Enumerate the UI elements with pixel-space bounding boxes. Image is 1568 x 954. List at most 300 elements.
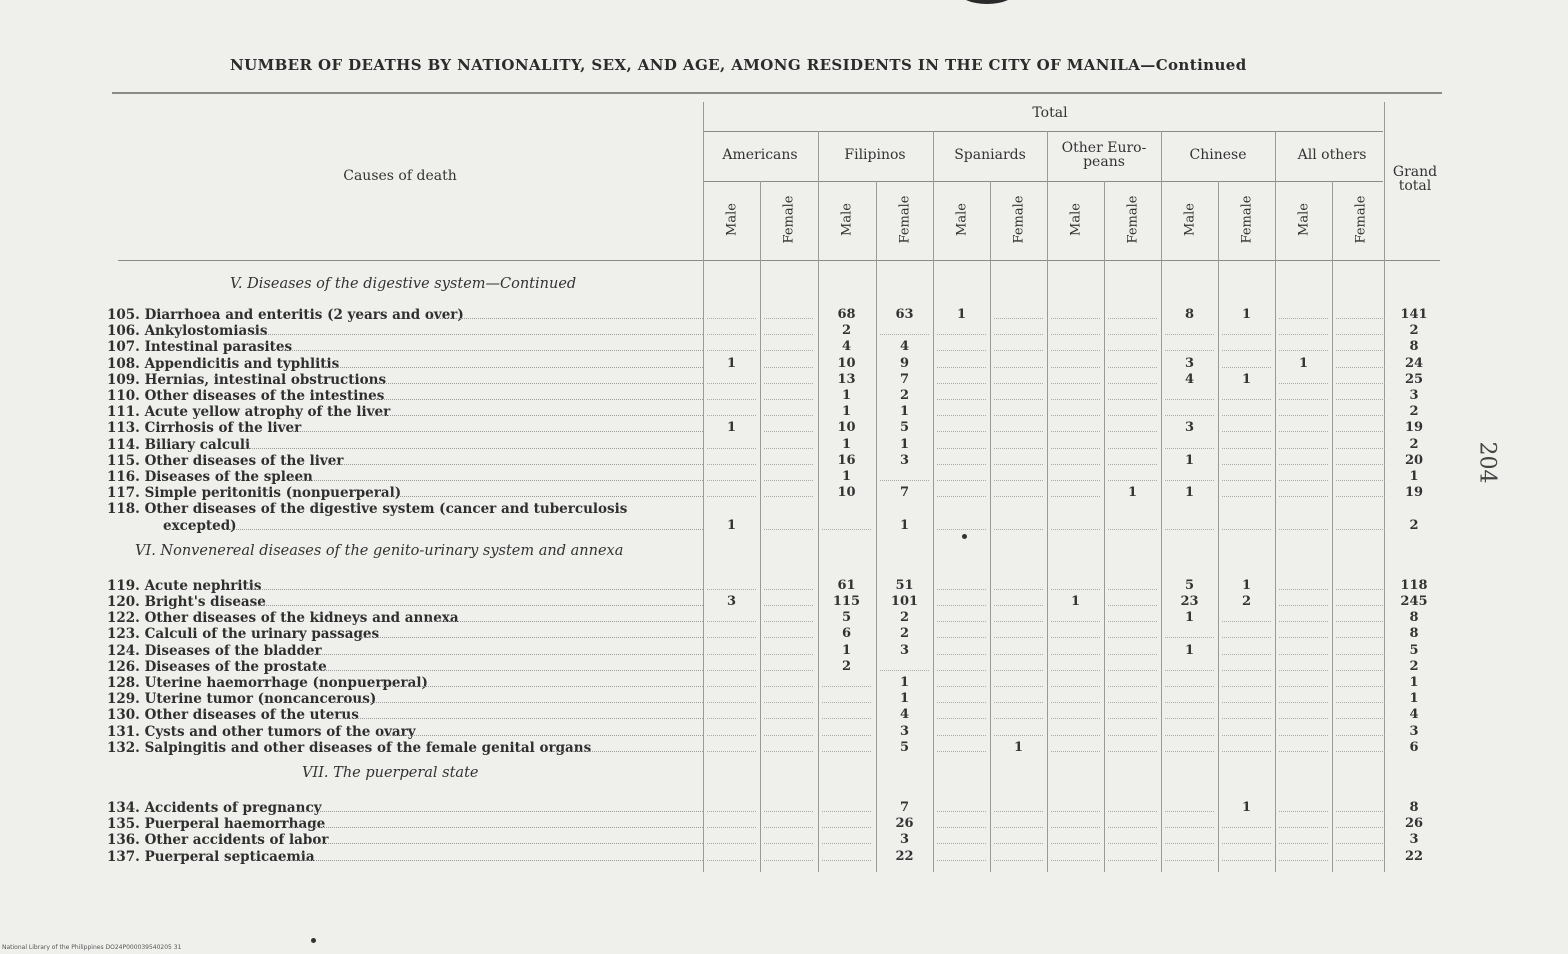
empty-cell-dots bbox=[994, 430, 1043, 432]
empty-cell-dots bbox=[1336, 685, 1385, 687]
grand-total-cell: 25 bbox=[1404, 371, 1424, 387]
empty-cell-dots bbox=[880, 333, 929, 335]
empty-cell-dots bbox=[764, 528, 813, 530]
leader-dots bbox=[245, 588, 703, 590]
table-row bbox=[107, 850, 1447, 866]
empty-cell-dots bbox=[1222, 463, 1271, 465]
data-cell: 1 bbox=[1184, 610, 1195, 626]
data-cell: 1 bbox=[1298, 355, 1309, 371]
empty-cell-dots bbox=[937, 653, 986, 655]
empty-cell-dots bbox=[1336, 620, 1385, 622]
section-heading: VI. Nonvenereal diseases of the genito-urinary system and annexa bbox=[135, 542, 624, 559]
empty-cell-dots bbox=[1165, 528, 1214, 530]
empty-cell-dots bbox=[937, 669, 986, 671]
empty-cell-dots bbox=[1222, 750, 1271, 752]
empty-cell-dots bbox=[994, 620, 1043, 622]
empty-cell-dots bbox=[1165, 859, 1214, 861]
leader-dots bbox=[286, 859, 703, 861]
empty-cell-dots bbox=[707, 382, 756, 384]
data-cell: 8 bbox=[1184, 307, 1195, 322]
cause-label: 124. Diseases of the bladder bbox=[107, 643, 322, 658]
speck bbox=[962, 534, 967, 539]
empty-cell-dots bbox=[1108, 382, 1157, 384]
empty-cell-dots bbox=[937, 479, 986, 481]
grand-total-cell: 24 bbox=[1404, 355, 1424, 371]
empty-cell-dots bbox=[822, 842, 871, 844]
empty-cell-dots bbox=[764, 479, 813, 481]
empty-cell-dots bbox=[1336, 333, 1385, 335]
empty-cell-dots bbox=[707, 636, 756, 638]
empty-cell-dots bbox=[994, 669, 1043, 671]
empty-cell-dots bbox=[764, 382, 813, 384]
empty-cell-dots bbox=[1051, 495, 1100, 497]
empty-cell-dots bbox=[707, 826, 756, 828]
empty-cell-dots bbox=[1108, 859, 1157, 861]
empty-cell-dots bbox=[937, 859, 986, 861]
empty-cell-dots bbox=[1336, 636, 1385, 638]
empty-cell-dots bbox=[1108, 734, 1157, 736]
table-row bbox=[107, 708, 1447, 724]
grand-total-cell: 6 bbox=[1409, 739, 1419, 755]
cause-label: 131. Cysts and other tumors of the ovary bbox=[107, 724, 416, 739]
cause-label: 129. Uterine tumor (noncancerous) bbox=[107, 692, 377, 707]
empty-cell-dots bbox=[1279, 463, 1328, 465]
leader-dots bbox=[293, 479, 703, 481]
empty-cell-dots bbox=[994, 463, 1043, 465]
table-row bbox=[107, 725, 1447, 741]
empty-cell-dots bbox=[1108, 528, 1157, 530]
empty-cell-dots bbox=[1336, 430, 1385, 432]
section-heading: VII. The puerperal state bbox=[302, 765, 479, 781]
grand-total-cell: 5 bbox=[1409, 642, 1419, 658]
table-row bbox=[107, 660, 1447, 676]
empty-cell-dots bbox=[764, 842, 813, 844]
empty-cell-dots bbox=[1051, 734, 1100, 736]
empty-cell-dots bbox=[764, 366, 813, 368]
data-cell: 1 bbox=[1127, 485, 1138, 501]
empty-cell-dots bbox=[1279, 653, 1328, 655]
group-header: Other Euro-peans bbox=[1061, 140, 1147, 170]
table-row bbox=[107, 357, 1447, 373]
empty-cell-dots bbox=[1336, 842, 1385, 844]
empty-cell-dots bbox=[1279, 333, 1328, 335]
empty-cell-dots bbox=[937, 430, 986, 432]
male-header: Male bbox=[954, 203, 969, 236]
empty-cell-dots bbox=[1279, 620, 1328, 622]
empty-cell-dots bbox=[822, 750, 871, 752]
empty-cell-dots bbox=[1165, 349, 1214, 351]
grand-total-cell: 8 bbox=[1409, 339, 1419, 355]
cause-label: 113. Cirrhosis of the liver bbox=[107, 421, 302, 436]
empty-cell-dots bbox=[1051, 636, 1100, 638]
data-cell: 7 bbox=[899, 485, 910, 501]
empty-cell-dots bbox=[937, 685, 986, 687]
empty-cell-dots bbox=[1051, 333, 1100, 335]
data-cell: 1 bbox=[726, 355, 737, 371]
empty-cell-dots bbox=[1279, 636, 1328, 638]
empty-cell-dots bbox=[994, 653, 1043, 655]
footer-stamp: National Library of the Philippines DO24P000039540205 31 bbox=[2, 944, 182, 951]
data-cell: 1 bbox=[1013, 739, 1024, 755]
leader-dots bbox=[307, 842, 703, 844]
data-cell: 4 bbox=[841, 339, 852, 355]
empty-cell-dots bbox=[1165, 826, 1214, 828]
grand-total-cell: 3 bbox=[1409, 832, 1419, 848]
top-rule bbox=[112, 92, 1442, 94]
empty-cell-dots bbox=[1051, 653, 1100, 655]
empty-cell-dots bbox=[707, 414, 756, 416]
empty-cell-dots bbox=[1051, 447, 1100, 449]
empty-cell-dots bbox=[1165, 734, 1214, 736]
empty-cell-dots bbox=[994, 717, 1043, 719]
empty-cell-dots bbox=[1051, 859, 1100, 861]
cause-label: 105. Diarrhoea and enteritis (2 years and over) bbox=[107, 308, 464, 322]
data-cell: 3 bbox=[726, 594, 737, 609]
leader-dots bbox=[328, 463, 703, 465]
empty-cell-dots bbox=[1222, 430, 1271, 432]
cause-label: 122. Other diseases of the kidneys and annexa bbox=[107, 611, 459, 626]
data-cell: 61 bbox=[837, 577, 856, 593]
empty-cell-dots bbox=[994, 447, 1043, 449]
empty-cell-dots bbox=[994, 366, 1043, 368]
grand-total-header: Grand total bbox=[1392, 164, 1438, 194]
page-number: 204 bbox=[1474, 441, 1500, 484]
empty-cell-dots bbox=[1336, 717, 1385, 719]
empty-cell-dots bbox=[707, 653, 756, 655]
empty-cell-dots bbox=[764, 810, 813, 812]
table-row bbox=[107, 801, 1447, 817]
empty-cell-dots bbox=[1108, 366, 1157, 368]
data-cell: 2 bbox=[1241, 594, 1252, 609]
empty-cell-dots bbox=[1165, 685, 1214, 687]
grand-total-cell: 118 bbox=[1400, 577, 1428, 593]
grand-total-cell: 2 bbox=[1409, 517, 1419, 533]
empty-cell-dots bbox=[1051, 349, 1100, 351]
data-cell: 3 bbox=[899, 642, 910, 658]
empty-cell-dots bbox=[994, 734, 1043, 736]
cause-label: 137. Puerperal septicaemia bbox=[107, 849, 315, 864]
empty-cell-dots bbox=[1279, 528, 1328, 530]
cause-label: 118. Other diseases of the digestive system (cancer and tuberculosis bbox=[107, 502, 628, 517]
data-cell: 1 bbox=[841, 469, 852, 484]
empty-cell-dots bbox=[822, 859, 871, 861]
cause-label: 111. Acute yellow atrophy of the liver bbox=[107, 405, 391, 420]
data-cell: 3 bbox=[1184, 355, 1195, 371]
grand-total-cell: 1 bbox=[1409, 469, 1419, 484]
leader-dots bbox=[355, 636, 703, 638]
grand-total-cell: 8 bbox=[1409, 626, 1419, 642]
empty-cell-dots bbox=[1336, 669, 1385, 671]
empty-cell-dots bbox=[764, 669, 813, 671]
cause-label: 134. Accidents of pregnancy bbox=[107, 801, 322, 815]
table-row bbox=[107, 833, 1447, 849]
leader-dots bbox=[335, 701, 703, 703]
empty-cell-dots bbox=[1336, 447, 1385, 449]
empty-cell-dots bbox=[937, 528, 986, 530]
empty-cell-dots bbox=[1222, 479, 1271, 481]
cause-label: 136. Other accidents of labor bbox=[107, 833, 329, 848]
empty-cell-dots bbox=[1051, 669, 1100, 671]
empty-cell-dots bbox=[1336, 734, 1385, 736]
empty-cell-dots bbox=[764, 495, 813, 497]
empty-cell-dots bbox=[937, 447, 986, 449]
empty-cell-dots bbox=[1279, 430, 1328, 432]
grand-total-cell: 19 bbox=[1404, 485, 1424, 501]
empty-cell-dots bbox=[764, 604, 813, 606]
grand-total-cell: 8 bbox=[1409, 800, 1419, 815]
empty-cell-dots bbox=[1165, 810, 1214, 812]
leader-dots bbox=[307, 669, 703, 671]
empty-cell-dots bbox=[937, 463, 986, 465]
empty-cell-dots bbox=[994, 317, 1043, 319]
data-cell: 1 bbox=[1184, 485, 1195, 501]
empty-cell-dots bbox=[1222, 826, 1271, 828]
empty-cell-dots bbox=[937, 734, 986, 736]
empty-cell-dots bbox=[1279, 349, 1328, 351]
data-cell: 5 bbox=[899, 420, 910, 436]
data-cell: 63 bbox=[895, 307, 914, 322]
empty-cell-dots bbox=[937, 750, 986, 752]
data-cell: 2 bbox=[841, 658, 852, 674]
empty-cell-dots bbox=[1336, 653, 1385, 655]
empty-cell-dots bbox=[1165, 701, 1214, 703]
data-cell: 22 bbox=[895, 848, 914, 864]
page-title: NUMBER OF DEATHS BY NATIONALITY, SEX, AND AGE, AMONG RESIDENTS IN THE CITY OF MANILA—Continued bbox=[230, 56, 1247, 74]
empty-cell-dots bbox=[937, 588, 986, 590]
cause-label: 119. Acute nephritis bbox=[107, 578, 262, 593]
empty-cell-dots bbox=[1336, 826, 1385, 828]
empty-cell-dots bbox=[764, 653, 813, 655]
empty-cell-dots bbox=[1222, 636, 1271, 638]
data-cell: 3 bbox=[899, 452, 910, 468]
empty-cell-dots bbox=[937, 382, 986, 384]
empty-cell-dots bbox=[1279, 588, 1328, 590]
group-header: Filipinos bbox=[844, 147, 906, 163]
empty-cell-dots bbox=[1108, 685, 1157, 687]
empty-cell-dots bbox=[1336, 750, 1385, 752]
empty-cell-dots bbox=[1165, 479, 1214, 481]
empty-cell-dots bbox=[1279, 734, 1328, 736]
group-header: Americans bbox=[722, 147, 798, 163]
data-cell: 3 bbox=[899, 723, 910, 739]
empty-cell-dots bbox=[994, 636, 1043, 638]
data-cell: 1 bbox=[1184, 642, 1195, 658]
empty-cell-dots bbox=[707, 463, 756, 465]
data-cell: 1 bbox=[899, 436, 910, 452]
empty-cell-dots bbox=[1336, 479, 1385, 481]
data-cell: 68 bbox=[837, 307, 856, 322]
empty-cell-dots bbox=[1279, 717, 1328, 719]
causes-header: Causes of death bbox=[343, 168, 457, 184]
empty-cell-dots bbox=[1279, 317, 1328, 319]
table-row bbox=[107, 817, 1447, 833]
empty-cell-dots bbox=[1051, 317, 1100, 319]
empty-cell-dots bbox=[1051, 588, 1100, 590]
grand-total-cell: 19 bbox=[1404, 420, 1424, 436]
leader-dots bbox=[431, 317, 703, 319]
data-cell: 1 bbox=[956, 307, 967, 322]
speck bbox=[311, 938, 316, 943]
data-cell: 1 bbox=[1241, 371, 1252, 387]
empty-cell-dots bbox=[1108, 588, 1157, 590]
total-header: Total bbox=[1032, 105, 1068, 121]
table-row bbox=[107, 676, 1447, 692]
data-cell: 13 bbox=[837, 371, 856, 387]
leader-dots bbox=[300, 653, 703, 655]
cause-label: 106. Ankylostomiasis bbox=[107, 324, 268, 339]
empty-cell-dots bbox=[937, 842, 986, 844]
empty-cell-dots bbox=[994, 479, 1043, 481]
empty-cell-dots bbox=[1279, 604, 1328, 606]
empty-cell-dots bbox=[1336, 414, 1385, 416]
total-rule bbox=[703, 131, 1383, 132]
leader-dots bbox=[245, 447, 703, 449]
empty-cell-dots bbox=[1165, 669, 1214, 671]
empty-cell-dots bbox=[707, 701, 756, 703]
table-row bbox=[107, 741, 1447, 757]
data-cell: 1 bbox=[1241, 577, 1252, 593]
table-row bbox=[107, 644, 1447, 660]
empty-cell-dots bbox=[1108, 414, 1157, 416]
empty-cell-dots bbox=[764, 463, 813, 465]
empty-cell-dots bbox=[1165, 414, 1214, 416]
grand-total-cell: 3 bbox=[1409, 723, 1419, 739]
data-cell: 1 bbox=[726, 517, 737, 533]
empty-cell-dots bbox=[937, 717, 986, 719]
empty-cell-dots bbox=[707, 669, 756, 671]
empty-cell-dots bbox=[1108, 842, 1157, 844]
data-cell: 26 bbox=[895, 816, 914, 832]
empty-cell-dots bbox=[1108, 447, 1157, 449]
empty-cell-dots bbox=[937, 414, 986, 416]
female-header: Female bbox=[781, 195, 796, 244]
group-header: All others bbox=[1297, 147, 1367, 163]
empty-cell-dots bbox=[1051, 382, 1100, 384]
data-cell: 1 bbox=[841, 404, 852, 420]
empty-cell-dots bbox=[1222, 685, 1271, 687]
empty-cell-dots bbox=[1165, 636, 1214, 638]
empty-cell-dots bbox=[1336, 495, 1385, 497]
empty-cell-dots bbox=[1336, 382, 1385, 384]
data-cell: 2 bbox=[899, 626, 910, 642]
leader-dots bbox=[369, 414, 703, 416]
empty-cell-dots bbox=[1222, 842, 1271, 844]
table-row bbox=[107, 579, 1447, 595]
empty-cell-dots bbox=[764, 734, 813, 736]
cause-label: 116. Diseases of the spleen bbox=[107, 470, 313, 484]
data-cell: 1 bbox=[1241, 800, 1252, 815]
empty-cell-dots bbox=[1336, 859, 1385, 861]
data-cell: 10 bbox=[837, 485, 856, 501]
table-row bbox=[107, 405, 1447, 421]
table-row bbox=[107, 470, 1447, 486]
grand-total-cell: 2 bbox=[1409, 404, 1419, 420]
leader-dots bbox=[376, 685, 703, 687]
empty-cell-dots bbox=[1336, 349, 1385, 351]
empty-cell-dots bbox=[994, 604, 1043, 606]
male-header: Male bbox=[1296, 203, 1311, 236]
empty-cell-dots bbox=[1222, 528, 1271, 530]
empty-cell-dots bbox=[994, 495, 1043, 497]
empty-cell-dots bbox=[1108, 701, 1157, 703]
empty-cell-dots bbox=[1222, 653, 1271, 655]
data-cell: 9 bbox=[899, 355, 910, 371]
grand-total-cell: 1 bbox=[1409, 675, 1419, 690]
empty-cell-dots bbox=[707, 620, 756, 622]
table-row bbox=[107, 595, 1447, 611]
data-cell: 1 bbox=[1241, 307, 1252, 322]
table-row bbox=[107, 389, 1447, 405]
empty-cell-dots bbox=[1051, 717, 1100, 719]
empty-cell-dots bbox=[994, 826, 1043, 828]
empty-cell-dots bbox=[1222, 734, 1271, 736]
empty-cell-dots bbox=[1336, 701, 1385, 703]
empty-cell-dots bbox=[764, 588, 813, 590]
grand-total-cell: 2 bbox=[1409, 436, 1419, 452]
cause-label: 115. Other diseases of the liver bbox=[107, 453, 344, 468]
empty-cell-dots bbox=[937, 620, 986, 622]
cause-label: 107. Intestinal parasites bbox=[107, 340, 293, 355]
grand-total-cell: 2 bbox=[1409, 658, 1419, 674]
empty-cell-dots bbox=[1222, 859, 1271, 861]
empty-cell-dots bbox=[1336, 398, 1385, 400]
empty-cell-dots bbox=[1222, 349, 1271, 351]
cause-label: 114. Biliary calculi bbox=[107, 437, 251, 452]
empty-cell-dots bbox=[937, 701, 986, 703]
empty-cell-dots bbox=[707, 734, 756, 736]
cause-label: 128. Uterine haemorrhage (nonpuerperal) bbox=[107, 676, 428, 690]
empty-cell-dots bbox=[1108, 317, 1157, 319]
empty-cell-dots bbox=[1051, 398, 1100, 400]
empty-cell-dots bbox=[1108, 653, 1157, 655]
leader-dots bbox=[225, 528, 703, 530]
empty-cell-dots bbox=[764, 430, 813, 432]
leader-dots bbox=[280, 349, 704, 351]
cause-label: 109. Hernias, intestinal obstructions bbox=[107, 372, 387, 387]
empty-cell-dots bbox=[1051, 430, 1100, 432]
empty-cell-dots bbox=[1336, 810, 1385, 812]
data-cell: 4 bbox=[899, 707, 910, 723]
male-header: Male bbox=[724, 203, 739, 236]
empty-cell-dots bbox=[994, 685, 1043, 687]
data-cell: 5 bbox=[899, 739, 910, 755]
empty-cell-dots bbox=[1279, 859, 1328, 861]
empty-cell-dots bbox=[937, 366, 986, 368]
empty-cell-dots bbox=[764, 447, 813, 449]
empty-cell-dots bbox=[707, 349, 756, 351]
empty-cell-dots bbox=[1108, 669, 1157, 671]
cause-label: 123. Calculi of the urinary passages bbox=[107, 627, 380, 642]
empty-cell-dots bbox=[1336, 528, 1385, 530]
empty-cell-dots bbox=[707, 685, 756, 687]
empty-cell-dots bbox=[1336, 317, 1385, 319]
data-cell: 6 bbox=[841, 626, 852, 642]
data-cell: 3 bbox=[899, 832, 910, 848]
empty-cell-dots bbox=[1165, 750, 1214, 752]
empty-cell-dots bbox=[1051, 528, 1100, 530]
cause-label: 126. Diseases of the prostate bbox=[107, 659, 327, 674]
empty-cell-dots bbox=[994, 382, 1043, 384]
empty-cell-dots bbox=[1051, 463, 1100, 465]
leader-dots bbox=[321, 366, 703, 368]
empty-cell-dots bbox=[994, 842, 1043, 844]
empty-cell-dots bbox=[707, 859, 756, 861]
female-header: Female bbox=[1125, 195, 1140, 244]
empty-cell-dots bbox=[764, 398, 813, 400]
female-header: Female bbox=[1239, 195, 1254, 244]
grand-total-cell: 8 bbox=[1409, 610, 1419, 626]
empty-cell-dots bbox=[1279, 810, 1328, 812]
